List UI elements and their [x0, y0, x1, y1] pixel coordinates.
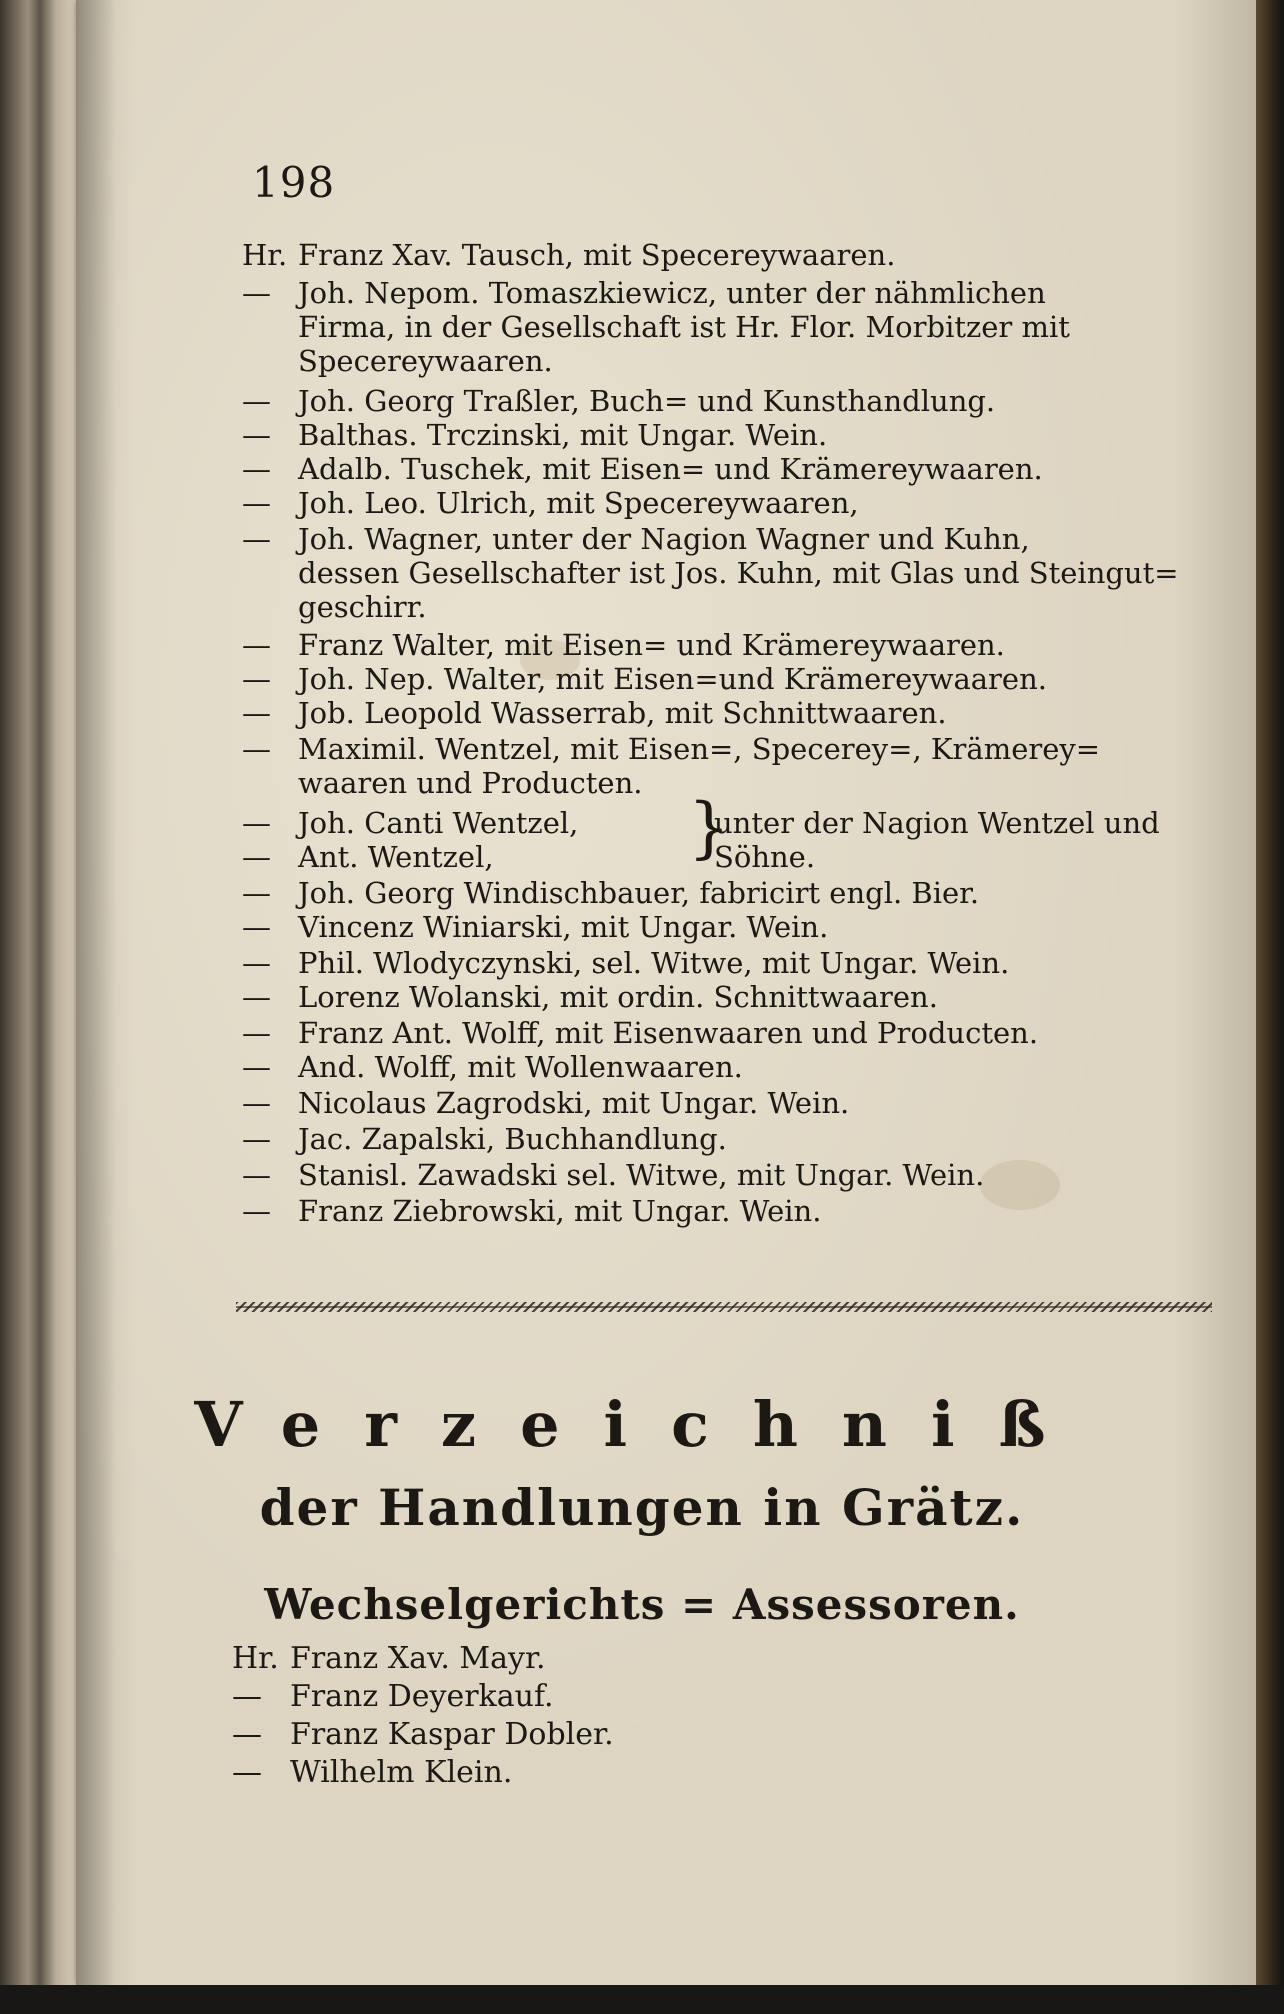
entry-dash: —	[242, 876, 271, 910]
entry-text: Lorenz Wolanski, mit ordin. Schnittwaaren.	[298, 980, 938, 1014]
entry-text: Ant. Wentzel,	[298, 840, 494, 874]
entry-text: Maximil. Wentzel, mit Eisen=, Specerey=, Krämerey=	[298, 732, 1101, 766]
entry-text: dessen Gesellschafter ist Jos. Kuhn, mit Glas und Steingut=	[298, 556, 1179, 590]
entry-text: Vincenz Winiarski, mit Ungar. Wein.	[298, 910, 829, 944]
entry-text: Joh. Wagner, unter der Nagion Wagner und Kuhn,	[298, 522, 1030, 556]
entry-dash: —	[242, 1158, 271, 1192]
entry-text: Joh. Georg Windischbauer, fabricirt engl. Bier.	[298, 876, 980, 910]
page-edge-bottom	[0, 1985, 1284, 2014]
entry-dash: —	[232, 1679, 262, 1714]
page-number: 198	[252, 158, 336, 207]
entry-dash: —	[242, 1050, 271, 1084]
spine-shadow	[76, 0, 116, 1985]
entry-dash: —	[242, 1194, 271, 1228]
entry-text: Franz Deyerkauf.	[290, 1679, 554, 1714]
entry-dash: —	[242, 946, 271, 980]
entry-dash: —	[232, 1717, 262, 1752]
paper-stain	[980, 1160, 1060, 1210]
entry-dash: —	[242, 486, 271, 520]
entry-dash: —	[242, 1016, 271, 1050]
entry-dash: —	[242, 806, 271, 840]
entry-dash: —	[242, 1086, 271, 1120]
entry-dash: —	[232, 1755, 262, 1790]
entry-dash: —	[242, 910, 271, 944]
page-edge-right	[1256, 0, 1284, 2014]
entry-dash: —	[242, 522, 271, 556]
entry-text: Balthas. Trczinski, mit Ungar. Wein.	[298, 418, 828, 452]
grouping-brace: }	[688, 789, 730, 866]
entry-text: waaren und Producten.	[298, 766, 643, 800]
entry-text: Firma, in der Gesellschaft ist Hr. Flor. Morbitzer mit	[298, 310, 1070, 344]
section-title: Verzeichniß	[194, 1388, 1090, 1461]
entry-text: Joh. Georg Traßler, Buch= und Kunsthandlung.	[298, 384, 996, 418]
entry-text: Joh. Leo. Ulrich, mit Specereywaaren,	[298, 486, 859, 520]
section-subtitle: der Handlungen in Grätz.	[259, 1478, 1025, 1537]
entry-text: Joh. Nepom. Tomaszkiewicz, unter der nähmlichen	[298, 276, 1046, 310]
entry-text: Franz Ziebrowski, mit Ungar. Wein.	[298, 1194, 822, 1228]
entry-text: And. Wolff, mit Wollenwaaren.	[298, 1050, 743, 1084]
section-heading: Wechselgerichts = Assessoren.	[264, 1580, 1020, 1629]
entry-text: Phil. Wlodyczynski, sel. Witwe, mit Ungar. Wein.	[298, 946, 1010, 980]
entry-dash: —	[242, 840, 271, 874]
entry-text: Franz Xav. Tausch, mit Specereywaaren.	[298, 238, 896, 272]
entry-text: Franz Ant. Wolff, mit Eisenwaaren und Producten.	[298, 1016, 1039, 1050]
entry-dash: —	[242, 1122, 271, 1156]
entry-dash: —	[242, 276, 271, 310]
entry-text: Adalb. Tuschek, mit Eisen= und Krämereywaaren.	[298, 452, 1043, 486]
entry-prefix: Hr.	[232, 1641, 279, 1676]
entry-dash: —	[242, 696, 271, 730]
entry-text: Stanisl. Zawadski sel. Witwe, mit Ungar. Wein.	[298, 1158, 985, 1192]
entry-dash: —	[242, 628, 271, 662]
entry-text: Joh. Canti Wentzel,	[298, 806, 579, 840]
entry-text: Nicolaus Zagrodski, mit Ungar. Wein.	[298, 1086, 850, 1120]
brace-text: unter der Nagion Wentzel und	[714, 806, 1160, 840]
entry-text: geschirr.	[298, 590, 427, 624]
entry-text: Job. Leopold Wasserrab, mit Schnittwaaren.	[298, 696, 947, 730]
entry-text: Jac. Zapalski, Buchhandlung.	[298, 1122, 727, 1156]
entry-prefix: Hr.	[242, 238, 288, 272]
entry-text: Franz Xav. Mayr.	[290, 1641, 546, 1676]
entry-dash: —	[242, 418, 271, 452]
entry-dash: —	[242, 662, 271, 696]
brace-text: Söhne.	[714, 840, 816, 874]
divider-line	[236, 1306, 1212, 1308]
entry-text: Specereywaaren.	[298, 344, 553, 378]
entry-text: Wilhelm Klein.	[290, 1755, 513, 1790]
entry-dash: —	[242, 384, 271, 418]
entry-text: Franz Walter, mit Eisen= und Krämereywaaren.	[298, 628, 1005, 662]
entry-text: Franz Kaspar Dobler.	[290, 1717, 614, 1752]
entry-dash: —	[242, 732, 271, 766]
entry-dash: —	[242, 980, 271, 1014]
entry-text: Joh. Nep. Walter, mit Eisen=und Krämereywaaren.	[298, 662, 1047, 696]
entry-dash: —	[242, 452, 271, 486]
